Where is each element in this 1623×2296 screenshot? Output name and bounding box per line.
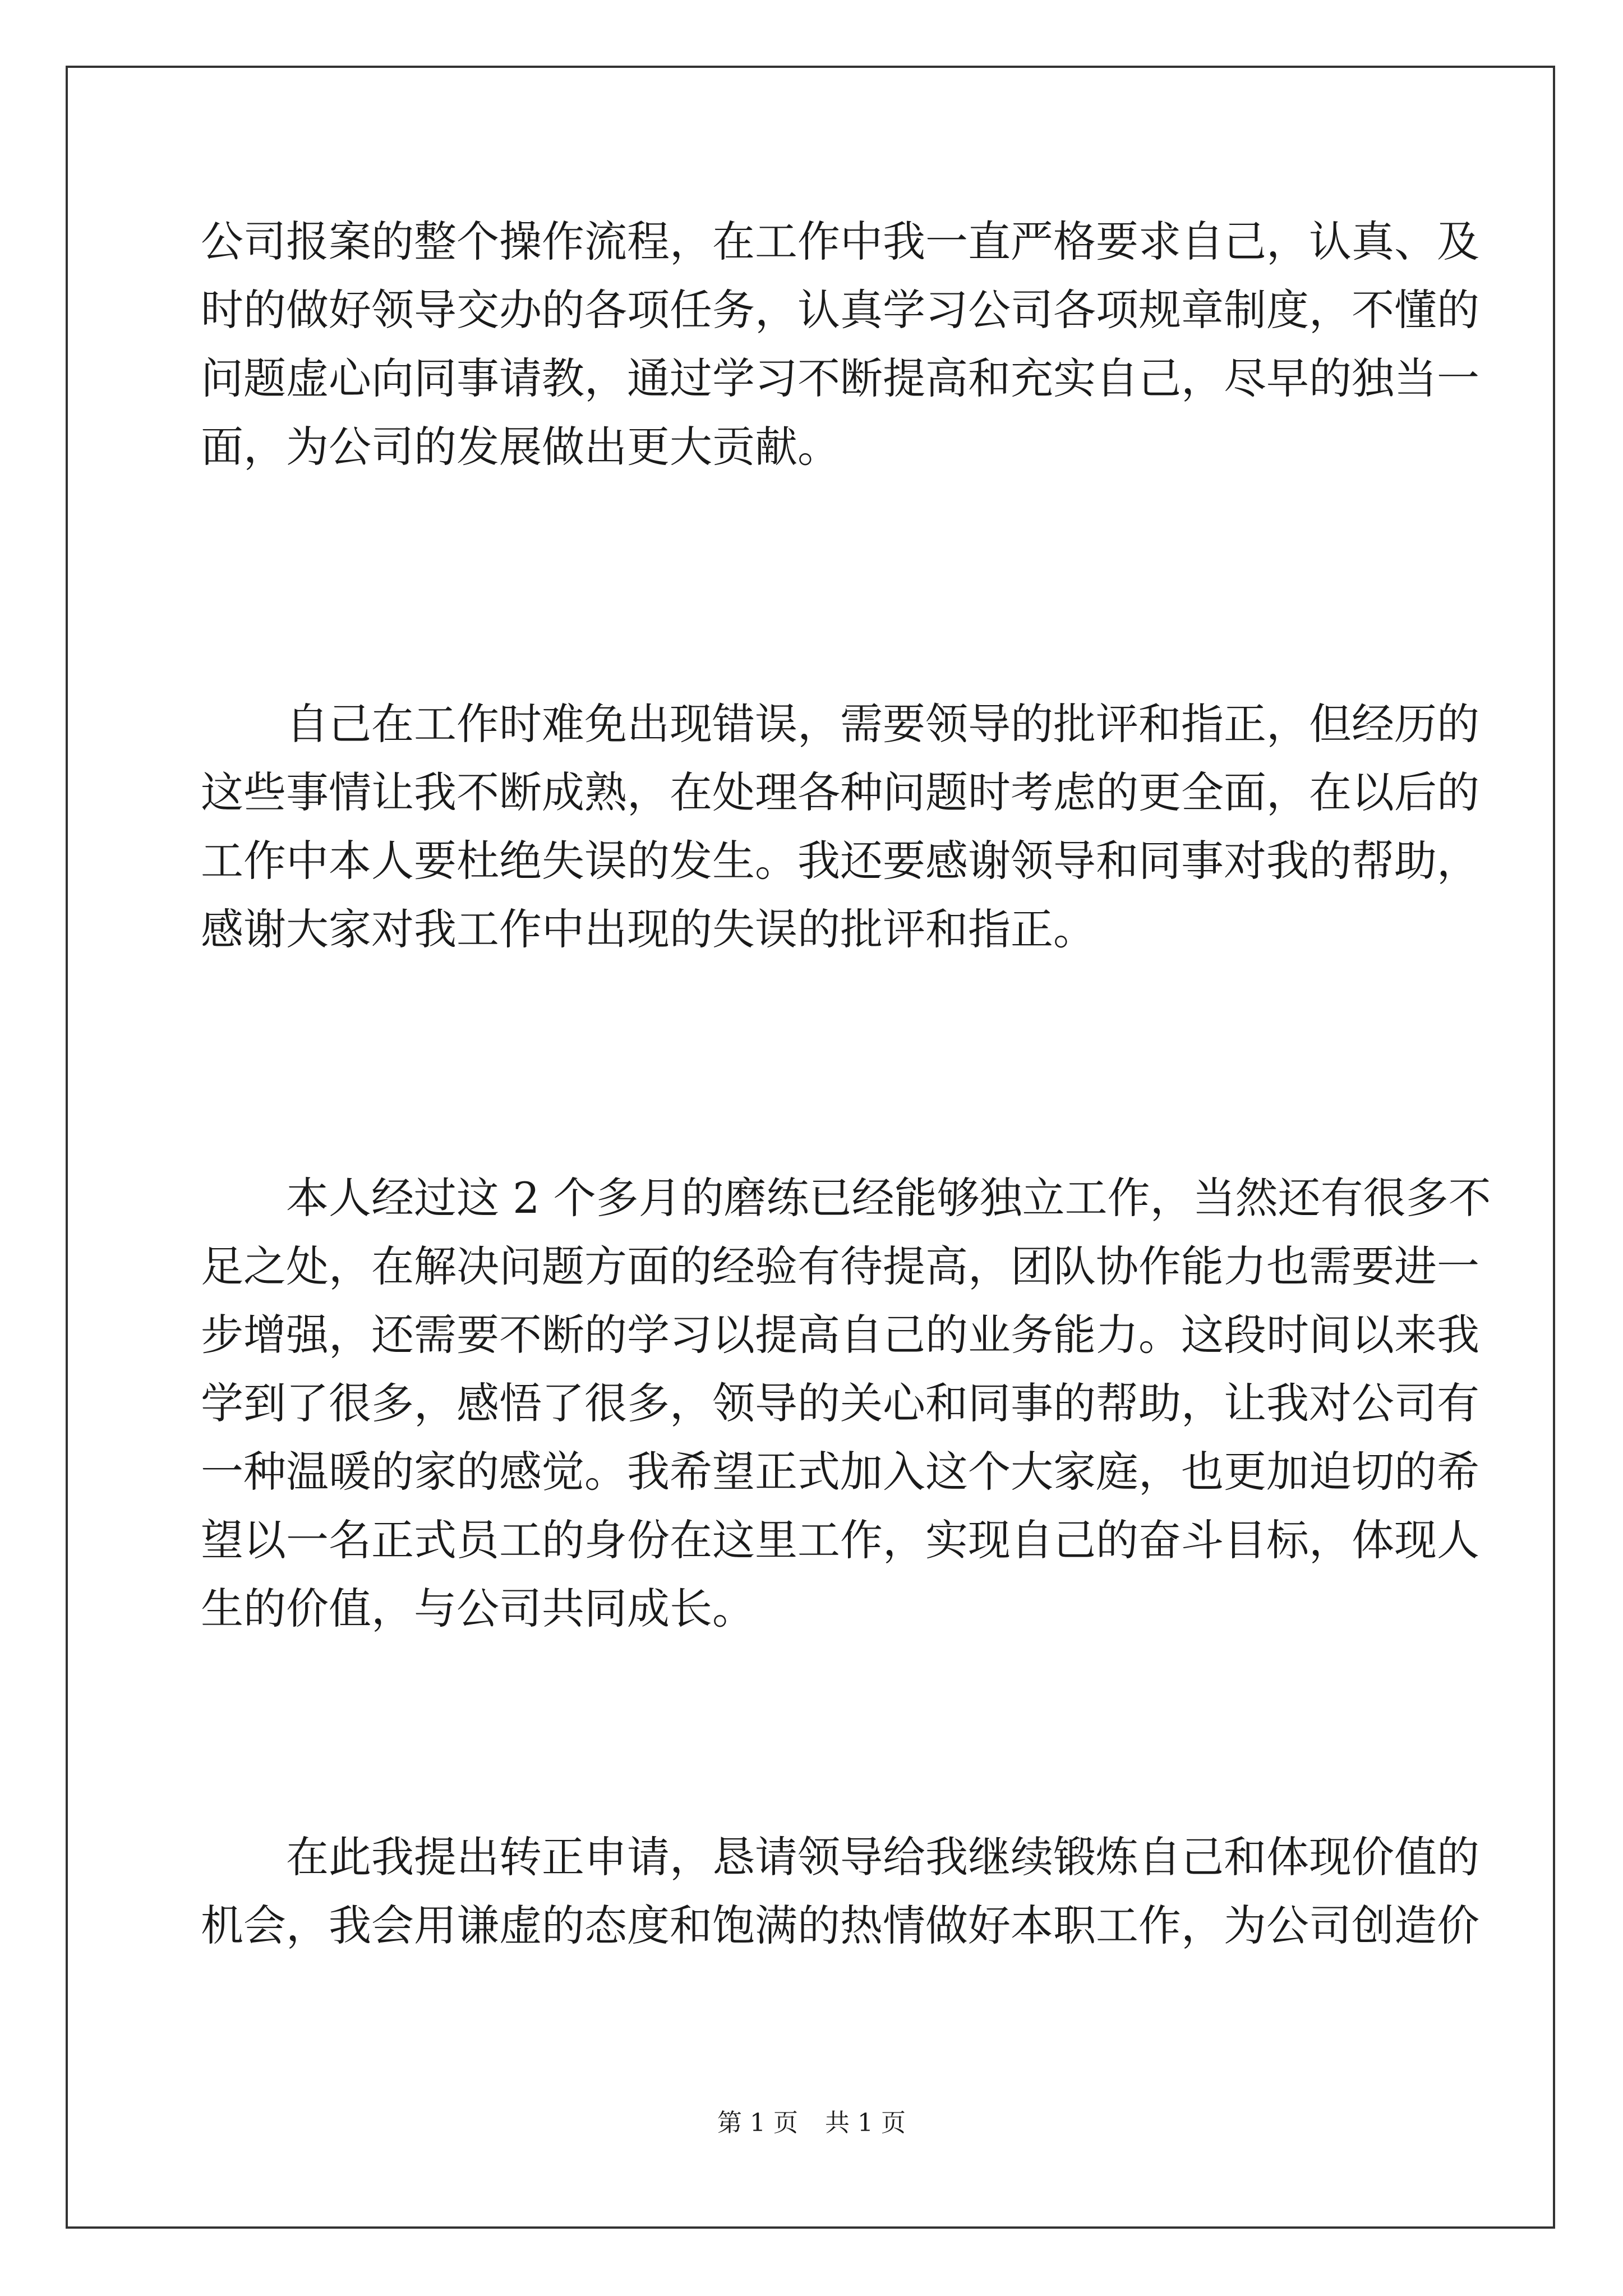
page-number: 第 1 页 [717, 2109, 798, 2137]
text-line: 机会，我会用谦虚的态度和饱满的热情做好本职工作，为公司创造价 [201, 1901, 1479, 1950]
paragraph-2 [201, 690, 1479, 964]
text-line: 面，为公司的发展做出更大贡献。 [201, 422, 840, 472]
text-line: 公司报案的整个操作流程，在工作中我一直严格要求自己，认真、及 [201, 217, 1479, 266]
text-line: 学到了很多，感悟了很多，领导的关心和同事的帮助，让我对公司有 [201, 1378, 1479, 1428]
page-footer [0, 2102, 1623, 2138]
page-total: 共 1 页 [825, 2109, 906, 2137]
text-line: 生的价值，与公司共同成长。 [201, 1584, 755, 1634]
paragraph-4 [201, 1823, 1479, 1960]
text-line: 在此我提出转正申请，恳请领导给我继续锻炼自己和体现价值的 [286, 1832, 1479, 1882]
text-line: 望以一名正式员工的身份在这里工作，实现自己的奋斗目标，体现人 [201, 1515, 1479, 1565]
text-line: 感谢大家对我工作中出现的失误的批评和指正。 [201, 904, 1096, 954]
text-line: 工作中本人要杜绝失误的发生。我还要感谢领导和同事对我的帮助， [201, 836, 1479, 886]
paragraph-1 [201, 208, 1479, 481]
text-line: 本人经过这 2 个多月的磨练已经能够独立工作，当然还有很多不 [286, 1173, 1491, 1223]
paragraph-3 [201, 1164, 1491, 1643]
text-line: 一种温暖的家的感觉。我希望正式加入这个大家庭，也更加迫切的希 [201, 1447, 1479, 1497]
text-line: 步增强，还需要不断的学习以提高自己的业务能力。这段时间以来我 [201, 1310, 1479, 1360]
text-line: 问题虚心向同事请教，通过学习不断提高和充实自己，尽早的独当一 [201, 353, 1479, 403]
text-line: 这些事情让我不断成熟，在处理各种问题时考虑的更全面，在以后的 [201, 767, 1479, 817]
text-line: 足之处，在解决问题方面的经验有待提高，团队协作能力也需要进一 [201, 1241, 1479, 1291]
text-line: 时的做好领导交办的各项任务，认真学习公司各项规章制度，不懂的 [201, 285, 1479, 335]
text-line: 自己在工作时难免出现错误，需要领导的批评和指正，但经历的 [286, 699, 1479, 749]
